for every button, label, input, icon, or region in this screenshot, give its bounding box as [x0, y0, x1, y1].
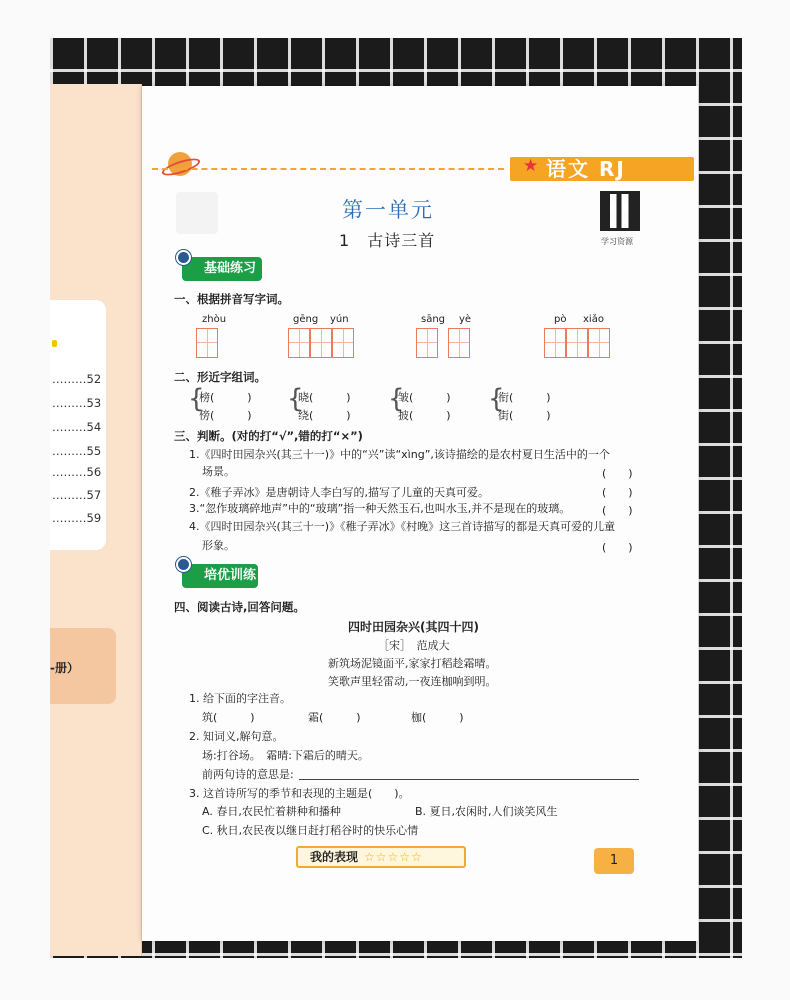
- pinyin: yè: [459, 314, 472, 325]
- subquestion: 3. 这首诗所写的季节和表现的主题是( )。: [189, 787, 410, 800]
- option-b[interactable]: B. 夏日,农闲时,人们谈笑风生: [415, 805, 558, 818]
- star-icon: ★: [523, 156, 539, 176]
- qr-code-icon[interactable]: [600, 191, 640, 231]
- judge-statement: 3.“忽作玻璃碎地声”中的“玻璃”指一种天然玉石,也叫水玉,并不是现在的玻璃。: [189, 502, 571, 515]
- word-blank[interactable]: 街( ): [498, 409, 551, 422]
- poem-line: 新筑场泥镜面平,家家打稻趁霜晴。: [328, 657, 497, 670]
- judge-answer-paren[interactable]: ( ): [602, 486, 633, 499]
- qr-label: 学习资源: [601, 237, 633, 246]
- toc-row: ………53: [52, 396, 102, 410]
- judge-statement-cont: 场景。: [202, 465, 235, 478]
- page-number: 1: [594, 848, 634, 874]
- char-box[interactable]: [566, 328, 588, 358]
- option-c[interactable]: C. 秋日,农民夜以继日赶打稻谷时的快乐心情: [202, 824, 419, 837]
- char-box[interactable]: [310, 328, 332, 358]
- judge-statement-cont: 形象。: [202, 539, 235, 552]
- poem-title: 四时田园杂兴(其四十四): [348, 620, 479, 634]
- faded-watermark: [176, 192, 218, 234]
- pinyin: pò: [554, 314, 567, 325]
- brace-icon: {: [488, 384, 505, 414]
- q3-title: 三、判断。(对的打“√”,错的打“×”): [174, 429, 363, 443]
- judge-answer-paren[interactable]: ( ): [602, 467, 633, 480]
- toc-row: ………56: [52, 465, 102, 479]
- pinyin: xiǎo: [583, 314, 604, 325]
- unit-title: 第一单元: [342, 198, 434, 222]
- char-box[interactable]: [288, 328, 310, 358]
- brace-icon: {: [188, 384, 205, 414]
- pinyin-blank[interactable]: 筑( ): [202, 711, 255, 724]
- char-box[interactable]: [588, 328, 610, 358]
- q4-title: 四、阅读古诗,回答问题。: [174, 600, 305, 614]
- toc-row: ………55: [52, 444, 102, 458]
- magnifier-pin-icon: [176, 557, 191, 572]
- section-banner-basic: 基础练习: [182, 257, 262, 281]
- planet-icon: [168, 152, 192, 176]
- word-blank[interactable]: 披( ): [398, 409, 451, 422]
- brace-icon: {: [388, 384, 405, 414]
- subquestion: 2. 知词义,解句意。: [189, 730, 284, 743]
- toc-bullet-icon: [52, 340, 57, 347]
- answer-line[interactable]: [299, 779, 639, 780]
- toc-row: ………57: [52, 488, 102, 502]
- pinyin-blank[interactable]: 枷( ): [411, 711, 464, 724]
- brace-icon: {: [287, 384, 304, 414]
- toc-row: ………59: [52, 511, 102, 525]
- pinyin-blank[interactable]: 霜( ): [308, 711, 361, 724]
- toc-row: ………54: [52, 420, 102, 434]
- char-box[interactable]: [448, 328, 470, 358]
- magnifier-pin-icon: [176, 250, 191, 265]
- char-box[interactable]: [196, 328, 218, 358]
- word-blank[interactable]: 晓( ): [298, 391, 351, 404]
- judge-answer-paren[interactable]: ( ): [602, 504, 633, 517]
- q1-title: 一、根据拼音写字词。: [174, 292, 289, 306]
- toc-row: ………52: [52, 372, 102, 386]
- char-box[interactable]: [416, 328, 438, 358]
- word-blank[interactable]: 绕( ): [298, 409, 351, 422]
- judge-statement: 2.《稚子弄冰》是唐朝诗人李白写的,描写了儿童的天真可爱。: [189, 486, 489, 499]
- subquestion: 1. 给下面的字注音。: [189, 692, 291, 705]
- left-page-label: -册）: [50, 661, 79, 675]
- judge-answer-paren[interactable]: ( ): [602, 541, 633, 554]
- header-dashed-line: [152, 168, 504, 170]
- pinyin: zhòu: [202, 314, 227, 325]
- option-a[interactable]: A. 春日,农民忙着耕种和播种: [202, 805, 341, 818]
- poem-line: 笑歌声里轻雷动,一夜连枷响到明。: [328, 675, 497, 688]
- word-blank[interactable]: 衔( ): [498, 391, 551, 404]
- lesson-title: 1 古诗三首: [339, 231, 436, 250]
- section-banner-advanced: 培优训练: [182, 564, 258, 588]
- rating-stars-icon[interactable]: ☆☆☆☆☆: [364, 850, 423, 864]
- q2-title: 二、形近字组词。: [174, 370, 266, 384]
- pinyin: gēng: [293, 314, 319, 325]
- char-box[interactable]: [332, 328, 354, 358]
- word-blank[interactable]: 傍( ): [199, 409, 252, 422]
- pinyin: yún: [330, 314, 349, 325]
- word-blank[interactable]: 榜( ): [199, 391, 252, 404]
- pinyin: sāng: [421, 314, 446, 325]
- word-blank[interactable]: 皱( ): [398, 391, 451, 404]
- subject-label: 语文 RJ: [546, 157, 626, 181]
- performance-badge: 我的表现 ☆☆☆☆☆: [296, 846, 466, 868]
- poem-author: ［宋］ 范成大: [378, 639, 450, 652]
- meaning-prompt: 前两句诗的意思是:: [202, 768, 294, 781]
- char-box[interactable]: [544, 328, 566, 358]
- word-definitions: 场:打谷场。 霜晴:下霜后的晴天。: [202, 749, 369, 762]
- judge-statement: 1.《四时田园杂兴(其三十一)》中的“兴”读“xìng”,该诗描绘的是农村夏日生活中的一个: [189, 448, 610, 461]
- judge-statement: 4.《四时田园杂兴(其三十一)》《稚子弄冰》《村晚》这三首诗描写的都是天真可爱的儿童: [189, 520, 616, 533]
